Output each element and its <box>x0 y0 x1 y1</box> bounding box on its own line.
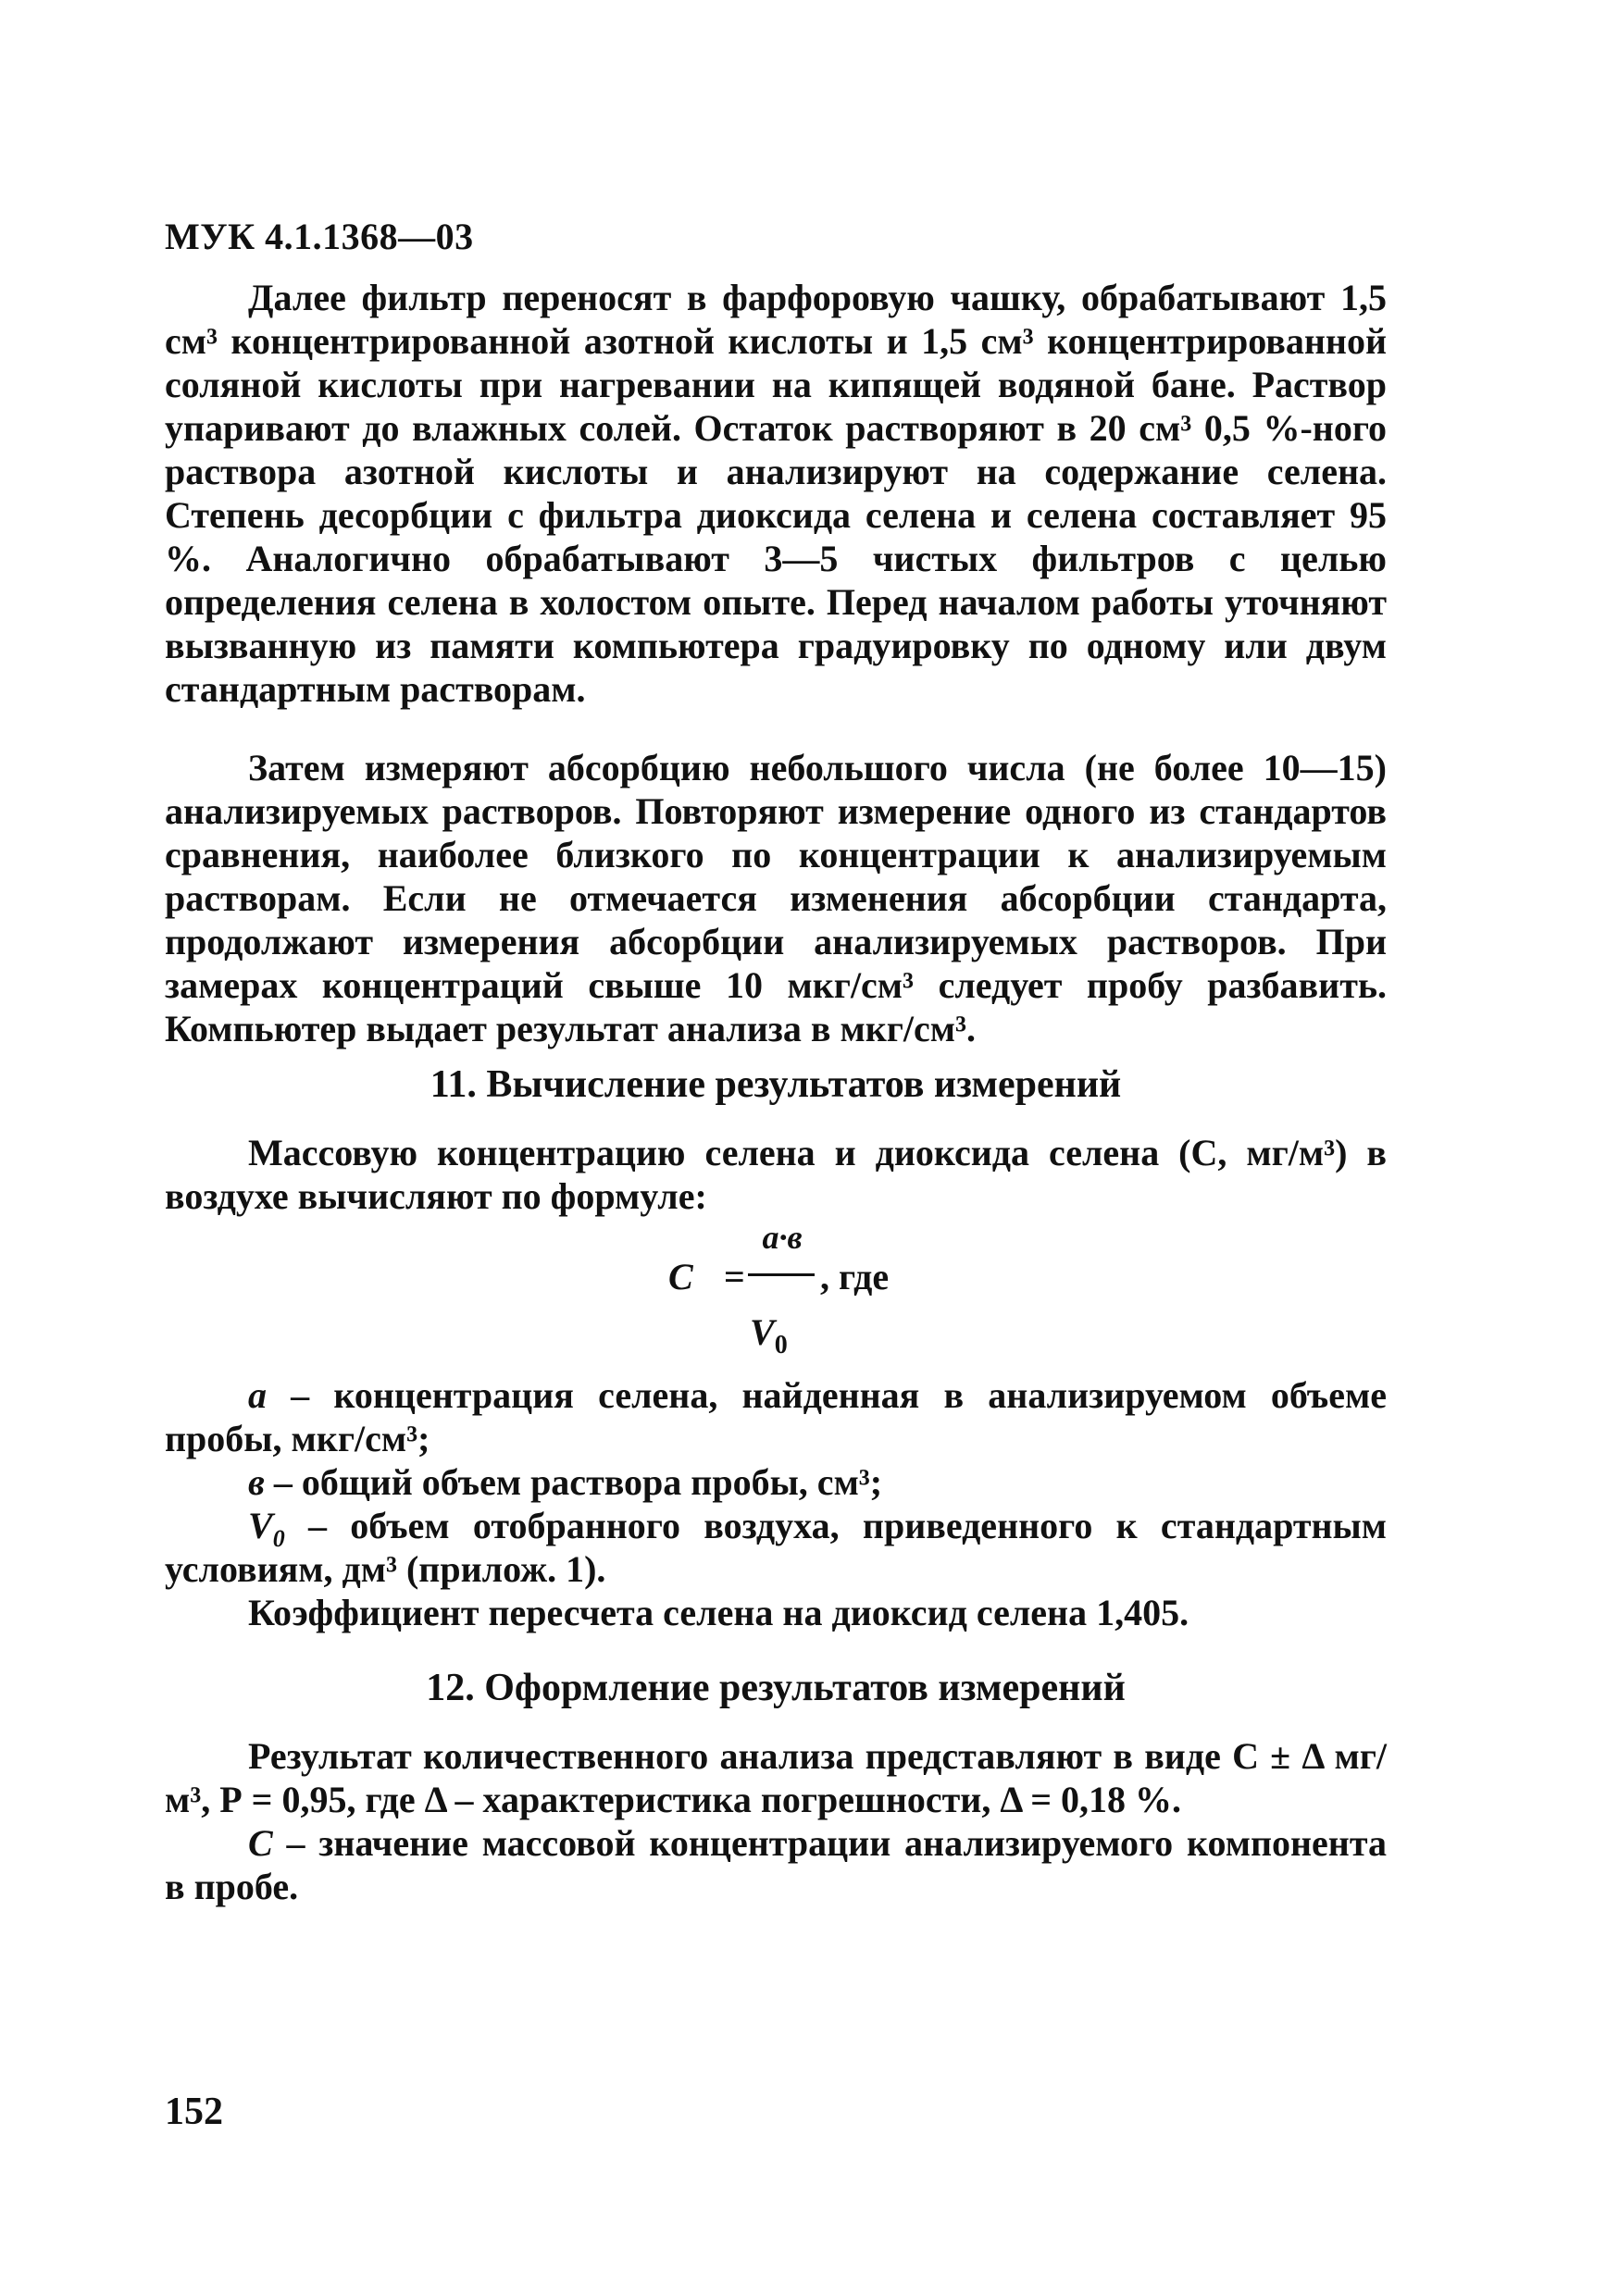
definition-text: – общий объем раствора пробы, см³; <box>264 1461 883 1503</box>
definition-text: – значение массовой концентрации анализируемого компонента в пробе. <box>165 1822 1387 1907</box>
definition-symbol: в <box>248 1461 265 1503</box>
formula-denominator <box>750 1310 788 1359</box>
definition-a <box>165 1373 1387 1460</box>
page-number: 152 <box>165 2091 223 2133</box>
paragraph-result-format <box>165 1734 1387 1908</box>
fraction-bar <box>748 1273 815 1276</box>
definition-c <box>165 1821 1387 1908</box>
definition-symbol-subscript: 0 <box>272 1525 285 1552</box>
section-title-calculation: 11. Вычисление результатов измерений <box>430 1063 1122 1106</box>
definition-v0 <box>165 1504 1387 1591</box>
definition-b <box>165 1460 1387 1504</box>
paragraph-formula-intro <box>165 1131 1387 1218</box>
paragraph-filter-treatment <box>165 276 1387 711</box>
conversion-coefficient: Коэффициент пересчета селена на диоксид селена 1,405. <box>248 1592 1189 1633</box>
formula-lhs: C <box>668 1256 693 1297</box>
denominator-subscript: 0 <box>774 1331 788 1359</box>
formula-definitions <box>165 1373 1387 1634</box>
paragraph-text: Далее фильтр переносят в фарфоровую чашку, обрабатывают 1,5 см³ концентрированной азотной кислоты и 1,5 см³ концентрированной соляной кислоты при нагревании на кипящей водяной бане. Раствор упаривают до влажных солей. Остаток растворяют в 20 см³ 0,5 %-ного раствора азотной кислоты и анализируют на содержание селена. Степень десорбции с фильтра диоксида селена и селена составляет 95 %. Аналогично обрабатывают 3—5 чистых фильтров с целью определения селена в холостом опыте. Перед началом работы уточняют вызванную из памяти компьютера градуировку по одному или двум стандартным растворам. <box>165 277 1387 710</box>
paragraph-text: Массовую концентрацию селена и диоксида селена (С, мг/м³) в воздухе вычисляют по формуле: <box>165 1132 1387 1217</box>
formula-equals: = <box>724 1256 745 1297</box>
concentration-formula <box>648 1219 1018 1359</box>
paragraph-text: Результат количественного анализа представляют в виде С ± Δ мг/м³, Р = 0,95, где Δ – характеристика погрешности, Δ = 0,18 %. <box>165 1735 1387 1820</box>
document-header: МУК 4.1.1368—03 <box>165 216 474 257</box>
definition-symbol: С <box>248 1822 273 1864</box>
denominator-variable: V <box>750 1311 775 1353</box>
definition-text: – концентрация селена, найденная в анализируемом объеме пробы, мкг/см³; <box>165 1374 1387 1459</box>
definition-text: – объем отобранного воздуха, приведенного к стандартным условиям, дм³ (прилож. 1). <box>165 1505 1387 1590</box>
formula-suffix: , где <box>820 1256 890 1297</box>
section-title-results: 12. Оформление результатов измерений <box>426 1667 1126 1709</box>
definition-symbol: V <box>248 1505 273 1546</box>
formula-numerator: a·в <box>762 1219 803 1256</box>
paragraph-absorption-measurement <box>165 746 1387 1050</box>
paragraph-text: Затем измеряют абсорбцию небольшого числа (не более 10—15) анализируемых растворов. Повторяют измерение одного из стандартов сравнения, наиболее близкого по концентрации к анализируемым растворам. Если не отмечается изменения абсорбции стандарта, продолжают измерения абсорбции анализируемых растворов. При замерах концентраций свыше 10 мкг/см³ следует пробу разбавить. Компьютер выдает результат анализа в мкг/см³. <box>165 747 1387 1049</box>
definition-symbol: a <box>248 1374 267 1416</box>
